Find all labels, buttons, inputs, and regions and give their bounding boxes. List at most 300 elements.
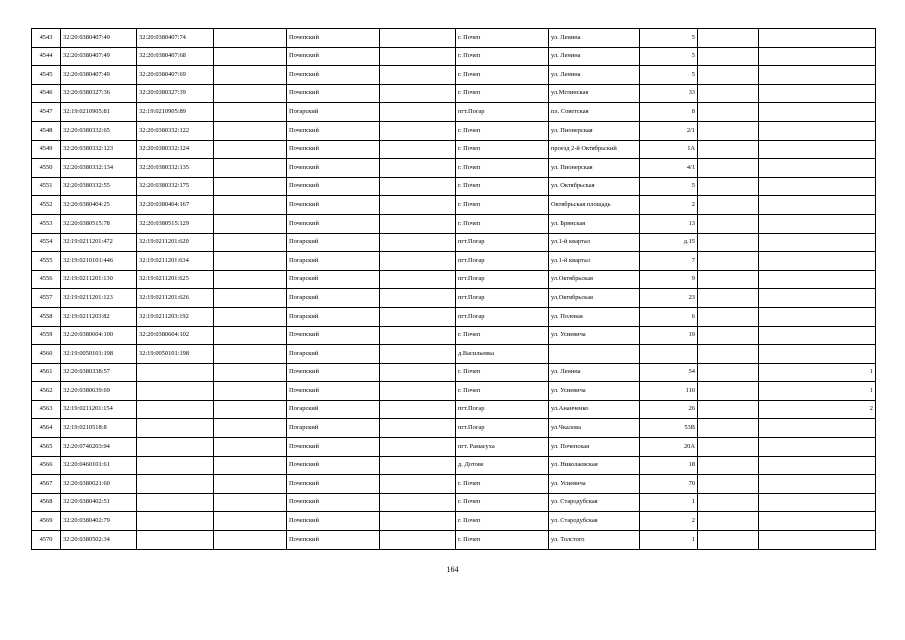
empty-cell	[214, 493, 287, 512]
district-cell: Погарский	[287, 252, 380, 271]
row-number-cell: 4562	[32, 382, 61, 401]
page-number: 164	[446, 565, 459, 574]
settlement-cell: г. Почеп	[456, 512, 549, 531]
house-number-cell: 33	[640, 84, 698, 103]
room-cadastral-number-cell	[137, 363, 214, 382]
cadastral-number-cell: 32:20:0380639:69	[61, 382, 137, 401]
extra-value-cell: 2	[759, 400, 876, 419]
room-cadastral-number-cell	[137, 438, 214, 457]
extra-value-cell	[759, 47, 876, 66]
empty-cell	[380, 29, 456, 48]
cadastral-number-cell: 32:20:0380604:100	[61, 326, 137, 345]
cadastral-number-cell: 32:20:0460101:61	[61, 456, 137, 475]
table-row	[32, 326, 876, 345]
room-cadastral-number-cell	[137, 531, 214, 550]
settlement-cell: г. Почеп	[456, 47, 549, 66]
cadastral-number-cell: 32:19:0211201:123	[61, 289, 137, 308]
house-number-cell: 2	[640, 196, 698, 215]
table-row	[32, 177, 876, 196]
empty-cell	[380, 326, 456, 345]
house-number-cell: 7	[640, 252, 698, 271]
settlement-cell: г. Почеп	[456, 531, 549, 550]
house-number-cell: 6	[640, 307, 698, 326]
row-number-cell: 4568	[32, 493, 61, 512]
row-number-cell: 4553	[32, 214, 61, 233]
empty-cell	[380, 363, 456, 382]
registry-table	[31, 28, 876, 550]
house-number-cell: 70	[640, 475, 698, 494]
table-row	[32, 29, 876, 48]
settlement-cell: г. Почеп	[456, 84, 549, 103]
empty-cell	[698, 382, 759, 401]
house-number-cell: 23	[640, 289, 698, 308]
empty-cell	[698, 475, 759, 494]
settlement-cell: д. Дотове	[456, 456, 549, 475]
street-cell: ул. Ленина	[549, 66, 640, 85]
street-cell: ул. Усиевича	[549, 475, 640, 494]
district-cell: Погарский	[287, 233, 380, 252]
extra-value-cell: 1	[759, 382, 876, 401]
house-number-cell: 53В	[640, 419, 698, 438]
street-cell: ул. Пионерская	[549, 121, 640, 140]
room-cadastral-number-cell: 32:20:0380407:69	[137, 66, 214, 85]
house-number-cell: 18	[640, 456, 698, 475]
cadastral-number-cell: 32:20:0380407:49	[61, 66, 137, 85]
street-cell: ул.1-й квартал	[549, 233, 640, 252]
room-cadastral-number-cell: 32:19:0211201:620	[137, 233, 214, 252]
empty-cell	[698, 196, 759, 215]
room-cadastral-number-cell	[137, 456, 214, 475]
house-number-cell: 1	[640, 531, 698, 550]
table-row	[32, 400, 876, 419]
cadastral-number-cell: 32:20:0380407:49	[61, 47, 137, 66]
table-body	[32, 29, 876, 550]
empty-cell	[214, 345, 287, 364]
district-cell: Почепский	[287, 512, 380, 531]
extra-value-cell	[759, 456, 876, 475]
empty-cell	[698, 252, 759, 271]
settlement-cell: г. Почеп	[456, 326, 549, 345]
room-cadastral-number-cell	[137, 493, 214, 512]
empty-cell	[698, 493, 759, 512]
table-row	[32, 66, 876, 85]
table-row	[32, 363, 876, 382]
empty-cell	[380, 252, 456, 271]
house-number-cell: 26	[640, 400, 698, 419]
table-row	[32, 438, 876, 457]
room-cadastral-number-cell: 32:20:0380332:124	[137, 140, 214, 159]
extra-value-cell	[759, 233, 876, 252]
extra-value-cell	[759, 289, 876, 308]
empty-cell	[380, 531, 456, 550]
row-number-cell: 4565	[32, 438, 61, 457]
empty-cell	[380, 47, 456, 66]
settlement-cell: пгт. Рамасуха	[456, 438, 549, 457]
house-number-cell: 8	[640, 103, 698, 122]
empty-cell	[214, 177, 287, 196]
settlement-cell: г. Почеп	[456, 475, 549, 494]
empty-cell	[698, 438, 759, 457]
empty-cell	[698, 363, 759, 382]
empty-cell	[698, 307, 759, 326]
empty-cell	[698, 159, 759, 178]
room-cadastral-number-cell: 32:20:0380515:129	[137, 214, 214, 233]
row-number-cell: 4567	[32, 475, 61, 494]
settlement-cell: г. Почеп	[456, 214, 549, 233]
room-cadastral-number-cell	[137, 382, 214, 401]
cadastral-number-cell: 32:20:0380332:55	[61, 177, 137, 196]
extra-value-cell	[759, 196, 876, 215]
row-number-cell: 4549	[32, 140, 61, 159]
cadastral-number-cell: 32:19:0211201:472	[61, 233, 137, 252]
cadastral-number-cell: 32:19:0211201:130	[61, 270, 137, 289]
extra-value-cell	[759, 307, 876, 326]
settlement-cell: г. Почеп	[456, 159, 549, 178]
room-cadastral-number-cell: 32:20:0380604:102	[137, 326, 214, 345]
settlement-cell: пгт.Погар	[456, 270, 549, 289]
room-cadastral-number-cell	[137, 419, 214, 438]
extra-value-cell	[759, 140, 876, 159]
extra-value-cell	[759, 438, 876, 457]
extra-value-cell	[759, 177, 876, 196]
cadastral-number-cell: 32:20:0380332:123	[61, 140, 137, 159]
empty-cell	[214, 159, 287, 178]
row-number-cell: 4558	[32, 307, 61, 326]
empty-cell	[380, 84, 456, 103]
empty-cell	[214, 121, 287, 140]
cadastral-number-cell: 32:19:0050101:198	[61, 345, 137, 364]
empty-cell	[214, 363, 287, 382]
row-number-cell: 4545	[32, 66, 61, 85]
district-cell: Почепский	[287, 214, 380, 233]
room-cadastral-number-cell: 32:20:0380407:68	[137, 47, 214, 66]
settlement-cell: пгт.Погар	[456, 289, 549, 308]
room-cadastral-number-cell: 32:20:0380407:74	[137, 29, 214, 48]
settlement-cell: пгт.Погар	[456, 400, 549, 419]
row-number-cell: 4560	[32, 345, 61, 364]
settlement-cell: г. Почеп	[456, 196, 549, 215]
street-cell: ул.Чкалова	[549, 419, 640, 438]
district-cell: Почепский	[287, 456, 380, 475]
empty-cell	[214, 233, 287, 252]
street-cell: ул. Ленина	[549, 47, 640, 66]
house-number-cell: 110	[640, 382, 698, 401]
empty-cell	[214, 47, 287, 66]
settlement-cell: г. Почеп	[456, 363, 549, 382]
empty-cell	[214, 419, 287, 438]
empty-cell	[380, 438, 456, 457]
empty-cell	[698, 270, 759, 289]
empty-cell	[380, 140, 456, 159]
street-cell: ул.Мглинская	[549, 84, 640, 103]
street-cell: ул. Пионерская	[549, 159, 640, 178]
street-cell: ул. Толстого	[549, 531, 640, 550]
empty-cell	[380, 121, 456, 140]
empty-cell	[380, 382, 456, 401]
row-number-cell: 4566	[32, 456, 61, 475]
empty-cell	[698, 66, 759, 85]
cadastral-number-cell: 32:20:0380621:60	[61, 475, 137, 494]
table-row	[32, 456, 876, 475]
table-row	[32, 84, 876, 103]
cadastral-number-cell: 32:20:0380407:49	[61, 29, 137, 48]
empty-cell	[214, 84, 287, 103]
table-row	[32, 289, 876, 308]
settlement-cell: д.Васильевка	[456, 345, 549, 364]
empty-cell	[214, 270, 287, 289]
house-number-cell: 20А	[640, 438, 698, 457]
extra-value-cell	[759, 66, 876, 85]
cadastral-number-cell: 32:20:0740203:94	[61, 438, 137, 457]
room-cadastral-number-cell	[137, 512, 214, 531]
extra-value-cell	[759, 84, 876, 103]
row-number-cell: 4547	[32, 103, 61, 122]
empty-cell	[214, 512, 287, 531]
street-cell: ул. Усиевича	[549, 326, 640, 345]
house-number-cell: 19	[640, 326, 698, 345]
table-row	[32, 382, 876, 401]
room-cadastral-number-cell: 32:19:0211201:625	[137, 270, 214, 289]
table-row	[32, 121, 876, 140]
empty-cell	[698, 177, 759, 196]
empty-cell	[380, 493, 456, 512]
street-cell	[549, 345, 640, 364]
row-number-cell: 4546	[32, 84, 61, 103]
row-number-cell: 4570	[32, 531, 61, 550]
extra-value-cell	[759, 493, 876, 512]
row-number-cell: 4543	[32, 29, 61, 48]
room-cadastral-number-cell	[137, 400, 214, 419]
extra-value-cell	[759, 419, 876, 438]
empty-cell	[380, 177, 456, 196]
cadastral-number-cell: 32:20:0380502:34	[61, 531, 137, 550]
street-cell: ул. Ленина	[549, 363, 640, 382]
table-row	[32, 47, 876, 66]
row-number-cell: 4556	[32, 270, 61, 289]
street-cell: пл. Советская	[549, 103, 640, 122]
extra-value-cell: 1	[759, 363, 876, 382]
table-row	[32, 196, 876, 215]
cadastral-number-cell: 32:20:0380515:78	[61, 214, 137, 233]
house-number-cell: 2	[640, 512, 698, 531]
room-cadastral-number-cell: 32:20:0380404:167	[137, 196, 214, 215]
settlement-cell: пгт.Погар	[456, 233, 549, 252]
empty-cell	[214, 103, 287, 122]
cadastral-number-cell: 32:19:0210101:446	[61, 252, 137, 271]
street-cell: ул.Октябрьская	[549, 289, 640, 308]
table-row	[32, 493, 876, 512]
district-cell: Почепский	[287, 438, 380, 457]
district-cell: Почепский	[287, 531, 380, 550]
cadastral-number-cell: 32:19:0211201:154	[61, 400, 137, 419]
empty-cell	[380, 400, 456, 419]
table-row	[32, 307, 876, 326]
district-cell: Почепский	[287, 363, 380, 382]
street-cell: ул. Стародубская	[549, 512, 640, 531]
extra-value-cell	[759, 121, 876, 140]
empty-cell	[214, 326, 287, 345]
room-cadastral-number-cell: 32:19:0050101:198	[137, 345, 214, 364]
district-cell: Почепский	[287, 140, 380, 159]
district-cell: Погарский	[287, 270, 380, 289]
extra-value-cell	[759, 214, 876, 233]
settlement-cell: г. Почеп	[456, 29, 549, 48]
cadastral-number-cell: 32:19:0210905:81	[61, 103, 137, 122]
empty-cell	[698, 47, 759, 66]
street-cell: ул.Ананченко	[549, 400, 640, 419]
room-cadastral-number-cell: 32:20:0380332:122	[137, 121, 214, 140]
settlement-cell: г. Почеп	[456, 66, 549, 85]
district-cell: Почепский	[287, 475, 380, 494]
district-cell: Почепский	[287, 159, 380, 178]
house-number-cell: 4/1	[640, 159, 698, 178]
empty-cell	[698, 140, 759, 159]
street-cell: проезд 2-й Октябрьский	[549, 140, 640, 159]
row-number-cell: 4555	[32, 252, 61, 271]
empty-cell	[698, 512, 759, 531]
empty-cell	[380, 66, 456, 85]
extra-value-cell	[759, 252, 876, 271]
house-number-cell: 9	[640, 270, 698, 289]
empty-cell	[698, 214, 759, 233]
table-row	[32, 270, 876, 289]
empty-cell	[698, 345, 759, 364]
house-number-cell: 2/1	[640, 121, 698, 140]
empty-cell	[698, 400, 759, 419]
extra-value-cell	[759, 512, 876, 531]
district-cell: Погарский	[287, 289, 380, 308]
table-row	[32, 345, 876, 364]
empty-cell	[214, 214, 287, 233]
table-row	[32, 419, 876, 438]
empty-cell	[214, 531, 287, 550]
table-row	[32, 103, 876, 122]
cadastral-number-cell: 32:20:0380332:65	[61, 121, 137, 140]
cadastral-number-cell: 32:20:0380402:79	[61, 512, 137, 531]
house-number-cell: 54	[640, 363, 698, 382]
street-cell: Октябрьская площадь	[549, 196, 640, 215]
house-number-cell: 5	[640, 29, 698, 48]
extra-value-cell	[759, 159, 876, 178]
empty-cell	[698, 456, 759, 475]
table-row	[32, 475, 876, 494]
street-cell: ул. Почепская	[549, 438, 640, 457]
cadastral-number-cell: 32:20:0380402:51	[61, 493, 137, 512]
table-row	[32, 214, 876, 233]
empty-cell	[698, 289, 759, 308]
street-cell: ул.1-й квартал	[549, 252, 640, 271]
empty-cell	[698, 326, 759, 345]
empty-cell	[214, 252, 287, 271]
row-number-cell: 4552	[32, 196, 61, 215]
row-number-cell: 4557	[32, 289, 61, 308]
street-cell: ул.Октябрьская	[549, 270, 640, 289]
extra-value-cell	[759, 270, 876, 289]
row-number-cell: 4551	[32, 177, 61, 196]
table-row	[32, 140, 876, 159]
row-number-cell: 4544	[32, 47, 61, 66]
empty-cell	[380, 233, 456, 252]
settlement-cell: г. Почеп	[456, 121, 549, 140]
house-number-cell: 5	[640, 66, 698, 85]
district-cell: Почепский	[287, 196, 380, 215]
empty-cell	[380, 196, 456, 215]
empty-cell	[380, 475, 456, 494]
row-number-cell: 4564	[32, 419, 61, 438]
empty-cell	[698, 419, 759, 438]
settlement-cell: г. Почеп	[456, 177, 549, 196]
house-number-cell: д.15	[640, 233, 698, 252]
district-cell: Почепский	[287, 29, 380, 48]
house-number-cell: 5	[640, 177, 698, 196]
empty-cell	[214, 289, 287, 308]
empty-cell	[380, 512, 456, 531]
district-cell: Почепский	[287, 121, 380, 140]
district-cell: Почепский	[287, 382, 380, 401]
extra-value-cell	[759, 29, 876, 48]
row-number-cell: 4569	[32, 512, 61, 531]
room-cadastral-number-cell: 32:20:0380332:175	[137, 177, 214, 196]
empty-cell	[380, 103, 456, 122]
district-cell: Погарский	[287, 345, 380, 364]
settlement-cell: г. Почеп	[456, 382, 549, 401]
district-cell: Погарский	[287, 103, 380, 122]
table-row	[32, 512, 876, 531]
house-number-cell	[640, 345, 698, 364]
empty-cell	[214, 456, 287, 475]
empty-cell	[214, 307, 287, 326]
district-cell: Почепский	[287, 66, 380, 85]
room-cadastral-number-cell: 32:19:0211203:192	[137, 307, 214, 326]
empty-cell	[698, 29, 759, 48]
street-cell: ул. Ленина	[549, 29, 640, 48]
street-cell: ул. Стародубская	[549, 493, 640, 512]
extra-value-cell	[759, 103, 876, 122]
empty-cell	[380, 345, 456, 364]
empty-cell	[698, 233, 759, 252]
house-number-cell: 1А	[640, 140, 698, 159]
room-cadastral-number-cell: 32:20:0380327:39	[137, 84, 214, 103]
district-cell: Погарский	[287, 400, 380, 419]
street-cell: ул. Усиевича	[549, 382, 640, 401]
street-cell: ул. Николаевская	[549, 456, 640, 475]
empty-cell	[698, 84, 759, 103]
empty-cell	[698, 121, 759, 140]
room-cadastral-number-cell	[137, 475, 214, 494]
room-cadastral-number-cell: 32:19:0211201:634	[137, 252, 214, 271]
empty-cell	[380, 419, 456, 438]
row-number-cell: 4548	[32, 121, 61, 140]
empty-cell	[214, 438, 287, 457]
street-cell: ул. Полевая	[549, 307, 640, 326]
settlement-cell: пгт.Погар	[456, 419, 549, 438]
room-cadastral-number-cell: 32:19:0211201:626	[137, 289, 214, 308]
empty-cell	[214, 66, 287, 85]
extra-value-cell	[759, 326, 876, 345]
empty-cell	[380, 159, 456, 178]
empty-cell	[380, 270, 456, 289]
table-row	[32, 233, 876, 252]
district-cell: Почепский	[287, 84, 380, 103]
district-cell: Почепский	[287, 326, 380, 345]
extra-value-cell	[759, 475, 876, 494]
settlement-cell: пгт.Погар	[456, 307, 549, 326]
cadastral-number-cell: 32:19:0210518:8	[61, 419, 137, 438]
house-number-cell: 13	[640, 214, 698, 233]
cadastral-number-cell: 32:20:0380338:57	[61, 363, 137, 382]
cadastral-number-cell: 32:20:0380332:134	[61, 159, 137, 178]
settlement-cell: г. Почеп	[456, 493, 549, 512]
